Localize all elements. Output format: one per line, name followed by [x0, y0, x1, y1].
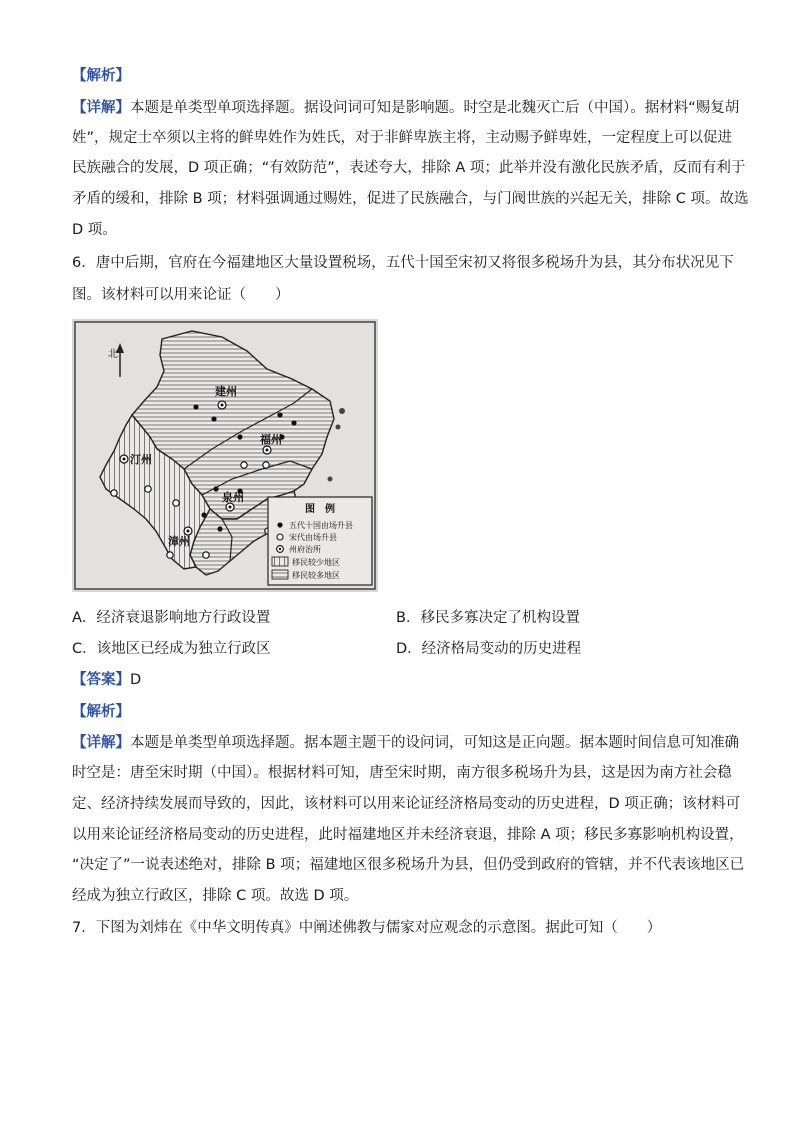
island	[336, 425, 341, 430]
legend-label: 州府治所	[289, 545, 321, 554]
song-county-circle	[145, 486, 151, 492]
analysis-text: 本题是单类型单项选择题。据本题主题干的设问词，可知这是正向题。据本题时间信息可知准确	[130, 735, 739, 751]
prefecture-seat-marker	[263, 446, 271, 454]
island	[328, 477, 333, 482]
analysis-line: 矛盾的缓和，排除 B 项；材料强调通过赐姓，促进了民族融合，与门阀世族的兴起无关，排除 C 项。故选	[72, 191, 749, 207]
five-dynasties-county-dot	[201, 512, 206, 517]
five-dynasties-county-dot	[213, 486, 218, 491]
option-c[interactable]: C．该地区已经成为独立行政区	[72, 641, 271, 657]
five-dynasties-county-dot	[193, 404, 198, 409]
analysis-line: 时空是：唐至宋时期（中国）。根据材料可知，唐至宋时期，南方很多税场升为县，这是因为南方社会稳	[72, 765, 732, 781]
north-label: 北	[108, 349, 118, 360]
detail-tag: 【详解】	[72, 100, 130, 116]
analysis-line: 姓”，规定士卒须以主将的鲜卑姓作为姓氏，对于非鲜卑族主将，主动赐予鲜卑姓，一定程度上可以促进	[72, 130, 733, 146]
city-label: 漳州	[168, 535, 190, 548]
five-dynasties-county-dot	[291, 420, 296, 425]
song-county-circle	[167, 552, 173, 558]
song-county-circle	[203, 552, 209, 558]
song-county-circle	[241, 462, 247, 468]
legend-circle-icon	[277, 534, 283, 540]
question-stem: 6．唐中后期，官府在今福建地区大量设置税场，五代十国至宋初又将很多税场升为县，其分布状况见下	[72, 255, 734, 271]
song-county-circle	[263, 462, 269, 468]
five-dynasties-county-dot	[211, 416, 216, 421]
option-b[interactable]: B．移民多寡决定了机构设置	[396, 610, 580, 626]
map-legend	[268, 497, 372, 585]
analysis-line	[72, 733, 739, 753]
prefecture-seat-marker	[226, 503, 234, 511]
answer-line	[72, 670, 141, 690]
analysis-line: D 项。	[72, 222, 117, 238]
analysis-heading: 【解析】	[72, 704, 130, 720]
option-a[interactable]: A．经济衰退影响地方行政设置	[72, 610, 271, 626]
legend-label: 移民较少地区	[292, 558, 340, 567]
legend-seat-icon	[277, 546, 284, 553]
analysis-line: 定、经济持续发展而导致的，因此，该材料可以用来论证经济格局变动的历史进程，D 项正确；该材料可	[72, 796, 741, 812]
legend-hstripe-swatch	[272, 570, 288, 579]
city-label: 建州	[215, 385, 237, 398]
legend-label: 移民较多地区	[292, 571, 340, 580]
five-dynasties-county-dot	[277, 412, 282, 417]
analysis-line: 经成为独立行政区，排除 C 项。故选 D 项。	[72, 888, 359, 904]
fujian-map	[72, 319, 378, 592]
analysis-line	[72, 98, 739, 118]
five-dynasties-county-dot	[217, 526, 222, 531]
city-label: 泉州	[222, 491, 244, 504]
analysis-line: 民族融合的发展，D 项正确；“有效防范”，表述夸大，排除 A 项；此举并没有激化民族矛盾，反而有利于	[72, 160, 746, 176]
option-d[interactable]: D．经济格局变动的历史进程	[396, 641, 582, 657]
song-county-circle	[111, 490, 117, 496]
legend-label: 五代十国由场升县	[289, 521, 353, 530]
answer-tag: 【答案】	[72, 672, 130, 688]
answer-value: D	[130, 672, 142, 688]
detail-tag: 【详解】	[72, 735, 130, 751]
question-stem: 7．下图为刘炜在《中华文明传真》中阐述佛教与儒家对应观念的示意图。据此可知（ ）	[72, 920, 662, 936]
question-stem: 图。该材料可以用来论证（ ）	[72, 287, 290, 303]
prefecture-seat-marker	[120, 455, 128, 463]
analysis-text: 本题是单类型单项选择题。据设问词可知是影响题。时空是北魏灭亡后（中国）。据材料“赐复胡	[130, 100, 740, 116]
city-label: 福州	[260, 433, 282, 446]
prefecture-seat-marker	[218, 401, 226, 409]
legend-dot-icon	[277, 522, 282, 527]
legend-title: 图 例	[305, 504, 335, 515]
analysis-heading: 【解析】	[72, 68, 130, 84]
analysis-line: 以用来论证经济格局变动的历史进程，此时福建地区并未经济衰退，排除 A 项；移民多寡影响机构设置，	[72, 827, 744, 843]
island	[339, 408, 345, 414]
legend-vstripe-swatch	[272, 557, 288, 566]
analysis-line: “决定了”一说表述绝对，排除 B 项；福建地区很多税场升为县，但仍受到政府的管辖，并不代表该地区已	[72, 857, 745, 873]
five-dynasties-county-dot	[237, 434, 242, 439]
city-label: 汀州	[130, 453, 152, 466]
song-county-circle	[173, 500, 179, 506]
legend-label: 宋代由场升县	[289, 533, 337, 542]
prefecture-seat-marker	[184, 527, 192, 535]
